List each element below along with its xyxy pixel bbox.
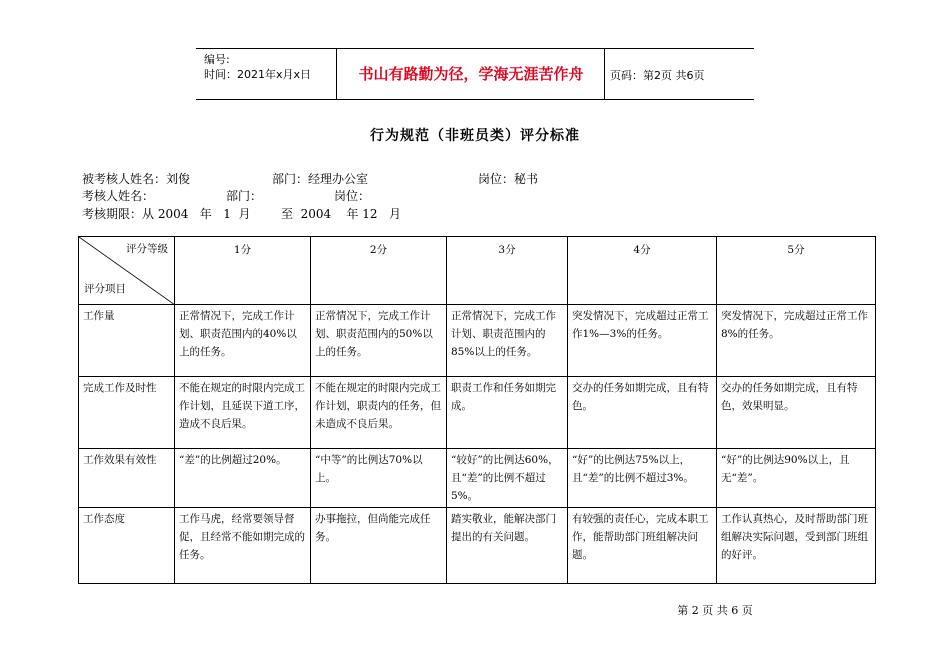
table-cell: 突发情况下，完成超过正常工作8%的任务。 [717, 305, 876, 377]
grade-header-row [79, 237, 876, 305]
header-number-label: 编号: [204, 53, 230, 66]
table-cell: 工作认真热心，及时帮助部门班组解决实际问题，受到部门班组的好评。 [717, 508, 876, 584]
table-cell: 办事拖拉，但尚能完成任务。 [311, 508, 447, 584]
page-footer: 第 2 页 共 6 页 [677, 604, 753, 617]
header-page-label: 页码：第2页 共6页 [610, 69, 705, 82]
table-row [79, 449, 876, 508]
scoring-table [78, 236, 876, 584]
header-divider [604, 49, 605, 99]
header-divider [336, 49, 337, 99]
grade-header-4: 4分 [568, 237, 717, 305]
table-cell: 有较强的责任心，完成本职工作，能帮助部门班组解决问题。 [568, 508, 717, 584]
table-row [79, 377, 876, 449]
header-time-label: 时间：2021年x月x日 [204, 68, 312, 81]
table-cell: 职责工作和任务如期完成。 [447, 377, 568, 449]
examiner-department: 部门： [226, 189, 263, 203]
table-cell: “中等”的比例达70%以上。 [311, 449, 447, 508]
assessment-period: 考核期限：从 2004 年 1 月 至 2004 年 12 月 [82, 207, 401, 221]
document-header [196, 48, 754, 100]
table-row [79, 508, 876, 584]
row-item-label: 完成工作及时性 [79, 377, 175, 449]
table-cell: “差”的比例超过20%。 [175, 449, 311, 508]
table-cell: 突发情况下，完成超过正常工作1%—3%的任务。 [568, 305, 717, 377]
table-row [79, 305, 876, 377]
corner-cell [79, 237, 175, 305]
table-cell: 不能在规定的时限内完成工作计划，职责内的任务，但未造成不良后果。 [311, 377, 447, 449]
table-cell: 交办的任务如期完成，且有特色，效果明显。 [717, 377, 876, 449]
corner-item-label: 评分项目 [84, 283, 126, 295]
row-item-label: 工作效果有效性 [79, 449, 175, 508]
examiner-post: 岗位： [334, 189, 371, 203]
grade-header-1: 1分 [175, 237, 311, 305]
grade-header-3: 3分 [447, 237, 568, 305]
table-cell: “好”的比例达75%以上，且“差”的比例不超过3%。 [568, 449, 717, 508]
row-item-label: 工作量 [79, 305, 175, 377]
table-cell: “好”的比例达90%以上，且无“差”。 [717, 449, 876, 508]
table-cell: 正常情况下，完成工作计划、职责范围内的85%以上的任务。 [447, 305, 568, 377]
table-cell: 踏实敬业，能解决部门提出的有关问题。 [447, 508, 568, 584]
grade-header-2: 2分 [311, 237, 447, 305]
corner-grade-label: 评分等级 [126, 243, 168, 255]
table-cell: 正常情况下，完成工作计划、职责范围内的40%以上的任务。 [175, 305, 311, 377]
examiner-name: 考核人姓名： [82, 189, 155, 203]
table-cell: “较好”的比例达60%，且“差”的比例不超过5%。 [447, 449, 568, 508]
row-item-label: 工作态度 [79, 508, 175, 584]
header-motto: 书山有路勤为径，学海无涯苦作舟 [358, 65, 584, 83]
document-title: 行为规范（非班员类）评分标准 [370, 128, 580, 144]
examinee-department: 部门：经理办公室 [272, 172, 369, 186]
table-cell: 不能在规定的时限内完成工作计划，且延误下道工序，造成不良后果。 [175, 377, 311, 449]
examinee-post: 岗位：秘书 [478, 172, 539, 186]
grade-header-5: 5分 [717, 237, 876, 305]
examinee-name: 被考核人姓名：刘俊 [82, 172, 191, 186]
header-meta [204, 52, 311, 82]
table-cell: 工作马虎，经常要领导督促，且经常不能如期完成的任务。 [175, 508, 311, 584]
table-cell: 交办的任务如期完成，且有特色。 [568, 377, 717, 449]
table-cell: 正常情况下，完成工作计划、职责范围内的50%以上的任务。 [311, 305, 447, 377]
